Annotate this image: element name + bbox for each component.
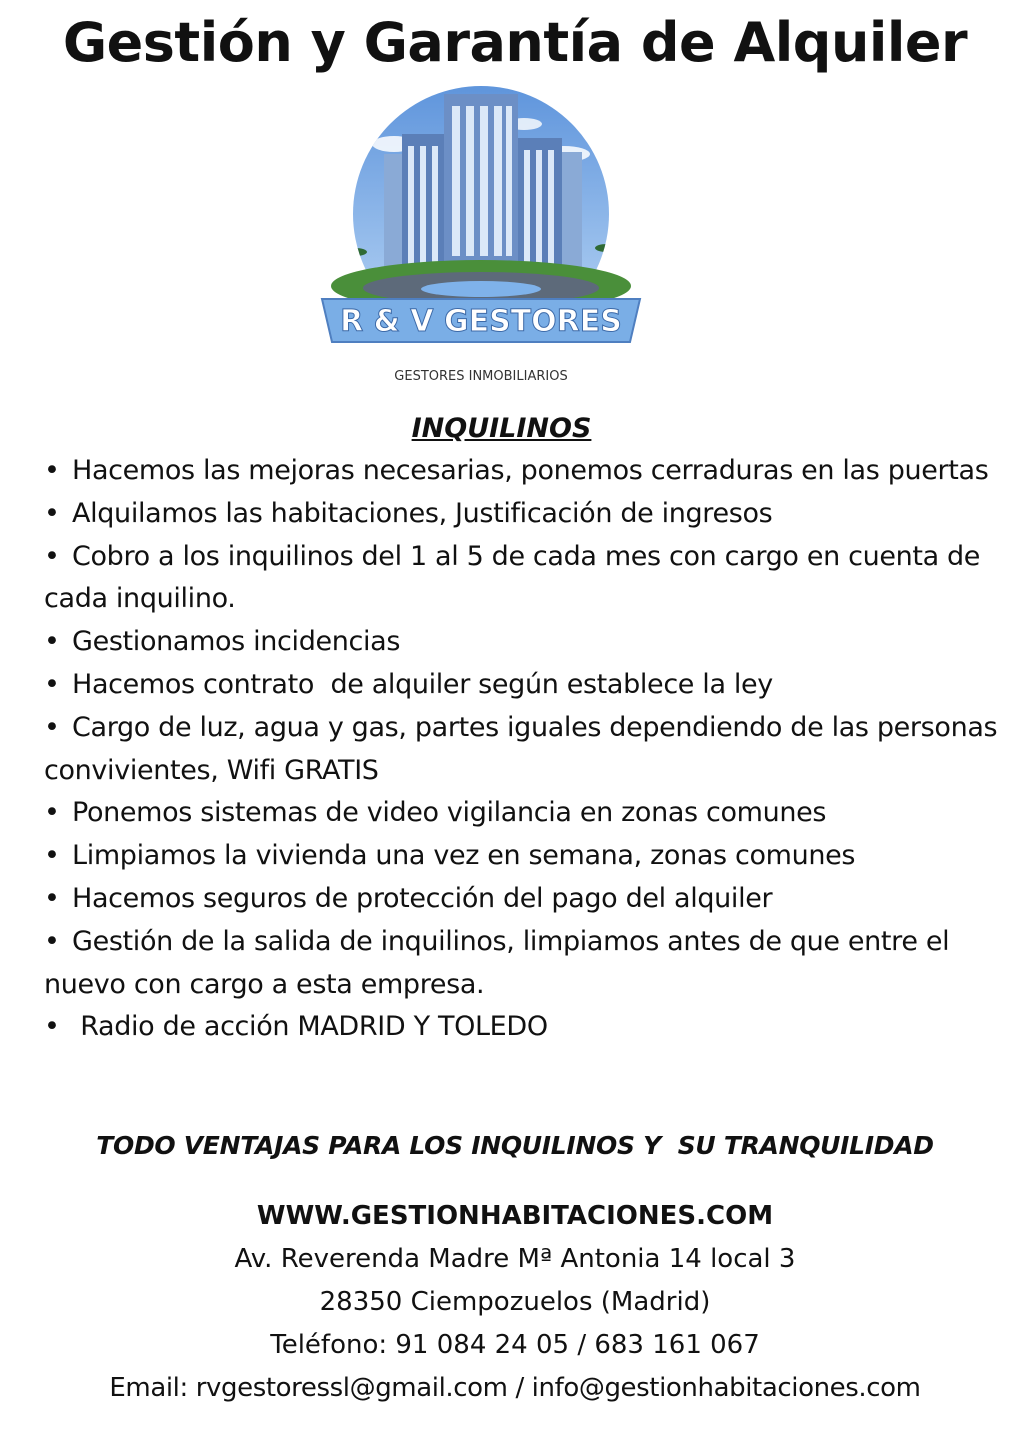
phone-line: Teléfono: 91 084 24 05 / 683 161 067 [270,1330,760,1360]
list-item [44,664,1004,707]
list-item-text: Ponemos sistemas de video vigilancia en zonas comunes [72,797,827,829]
list-item [44,493,1004,536]
list-item-text: Hacemos las mejoras necesarias, ponemos cerraduras en las puertas [72,455,989,486]
list-item-text: Radio de acción MADRID Y TOLEDO [72,1011,548,1043]
list-item [44,878,1004,921]
list-item [44,1006,1004,1049]
list-item-text: Limpiamos la vivienda una vez en semana, zonas comunes [72,840,856,872]
list-item [44,707,1004,793]
company-logo [314,74,648,400]
bullet-icon: • [44,1011,60,1043]
bullet-icon: • [44,711,60,743]
bullet-icon: • [44,497,60,529]
website-link[interactable]: WWW.GESTIONHABITACIONES.COM [256,1201,774,1231]
logo-brand-text: R & V GESTORES [340,304,622,339]
bullet-icon: • [44,840,60,872]
list-item [44,921,1004,1007]
section-heading-inquilinos: INQUILINOS [411,413,592,444]
bullet-icon: • [44,626,60,658]
bullet-icon: • [44,668,60,700]
list-item-text: Cargo de luz, agua y gas, partes iguales dependiendo de las personas convivientes, Wifi GRATIS [44,711,998,786]
list-item [44,835,1004,878]
list-item-text: Hacemos contrato de alquiler según establece la ley [72,668,773,700]
list-item [44,792,1004,835]
list-item [44,536,1004,622]
address-line-2: 28350 Ciempozuelos (Madrid) [319,1287,711,1317]
tagline: TODO VENTAJAS PARA LOS INQUILINOS Y SU TRANQUILIDAD [96,1131,934,1160]
logo-subtitle-text: GESTORES INMOBILIARIOS [394,369,568,384]
list-item-text: Hacemos seguros de protección del pago del alquiler [72,882,773,914]
list-item [44,450,1004,493]
list-item-text: Gestionamos incidencias [72,626,401,658]
email-line: Email: rvgestoressl@gmail.com / info@gestionhabitaciones.com [109,1373,921,1403]
address-line-1: Av. Reverenda Madre Mª Antonia 14 local 3 [234,1244,796,1274]
list-item-text: Gestión de la salida de inquilinos, limpiamos antes de que entre el nuevo con cargo a esta empresa. [44,925,950,1000]
list-item-text: Cobro a los inquilinos del 1 al 5 de cada mes con cargo en cuenta de cada inquilino. [44,540,981,615]
services-list [44,450,1004,1049]
bullet-icon: • [44,455,60,486]
bullet-icon: • [44,540,60,572]
bullet-icon: • [44,797,60,829]
list-item-text: Alquilamos las habitaciones, Justificación de ingresos [72,497,773,529]
page-title: Gestión y Garantía de Alquiler [62,11,968,74]
bullet-icon: • [44,925,60,957]
list-item [44,621,1004,664]
bullet-icon: • [44,882,60,914]
